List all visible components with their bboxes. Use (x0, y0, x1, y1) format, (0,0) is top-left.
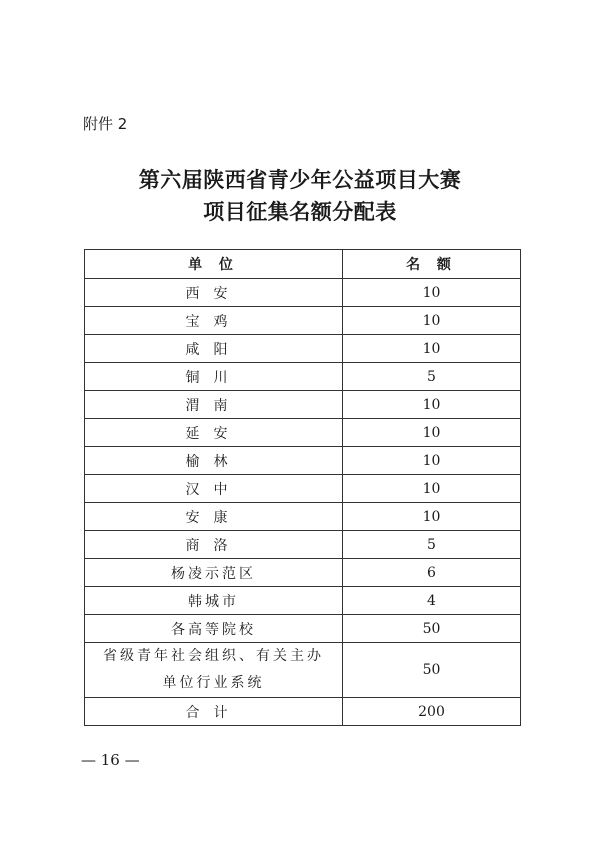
total-quota-cell: 200 (343, 698, 521, 726)
quota-cell: 10 (343, 503, 521, 531)
quota-cell: 10 (343, 335, 521, 363)
quota-cell: 10 (343, 475, 521, 503)
quota-cell: 5 (343, 363, 521, 391)
quota-cell: 10 (343, 419, 521, 447)
table-row (85, 531, 521, 559)
unit-cell: 韩城市 (85, 587, 343, 615)
unit-cell: 延安 (85, 419, 343, 447)
total-row (85, 698, 521, 726)
table-row (85, 335, 521, 363)
table-row (85, 503, 521, 531)
unit-cell: 渭南 (85, 391, 343, 419)
header-quota: 名 额 (343, 250, 521, 279)
table-row (85, 391, 521, 419)
unit-cell: 铜川 (85, 363, 343, 391)
quota-allocation-table (84, 249, 521, 726)
table-row (85, 587, 521, 615)
quota-cell: 6 (343, 559, 521, 587)
quota-cell: 4 (343, 587, 521, 615)
unit-cell: 各高等院校 (85, 615, 343, 643)
document-title-line2: 项目征集名额分配表 (203, 199, 397, 224)
unit-cell: 杨凌示范区 (85, 559, 343, 587)
unit-cell: 宝鸡 (85, 307, 343, 335)
table-row (85, 279, 521, 307)
table-row (85, 419, 521, 447)
unit-cell: 西安 (85, 279, 343, 307)
quota-cell: 10 (343, 307, 521, 335)
table-row (85, 307, 521, 335)
table-row (85, 475, 521, 503)
unit-cell: 榆林 (85, 447, 343, 475)
header-unit: 单 位 (85, 250, 343, 279)
unit-cell-line1: 省级青年社会组织、有关主办 (103, 648, 324, 664)
document-title-line1: 第六届陕西省青少年公益项目大赛 (138, 167, 462, 192)
unit-cell: 汉中 (85, 475, 343, 503)
attachment-label: 附件 2 (83, 115, 128, 133)
table-row (85, 363, 521, 391)
quota-cell: 50 (343, 643, 521, 698)
quota-cell: 50 (343, 615, 521, 643)
table-header-row (85, 250, 521, 279)
unit-cell: 安康 (85, 503, 343, 531)
unit-cell (85, 643, 343, 698)
unit-cell: 咸阳 (85, 335, 343, 363)
quota-cell: 10 (343, 447, 521, 475)
unit-cell: 商洛 (85, 531, 343, 559)
table-row (85, 643, 521, 698)
table-row (85, 615, 521, 643)
table-row (85, 447, 521, 475)
quota-cell: 5 (343, 531, 521, 559)
quota-cell: 10 (343, 279, 521, 307)
unit-cell-line2: 单位行业系统 (162, 675, 265, 691)
quota-cell: 10 (343, 391, 521, 419)
page-number: — 16 — (81, 751, 140, 769)
table-row (85, 559, 521, 587)
total-label-cell: 合计 (85, 698, 343, 726)
